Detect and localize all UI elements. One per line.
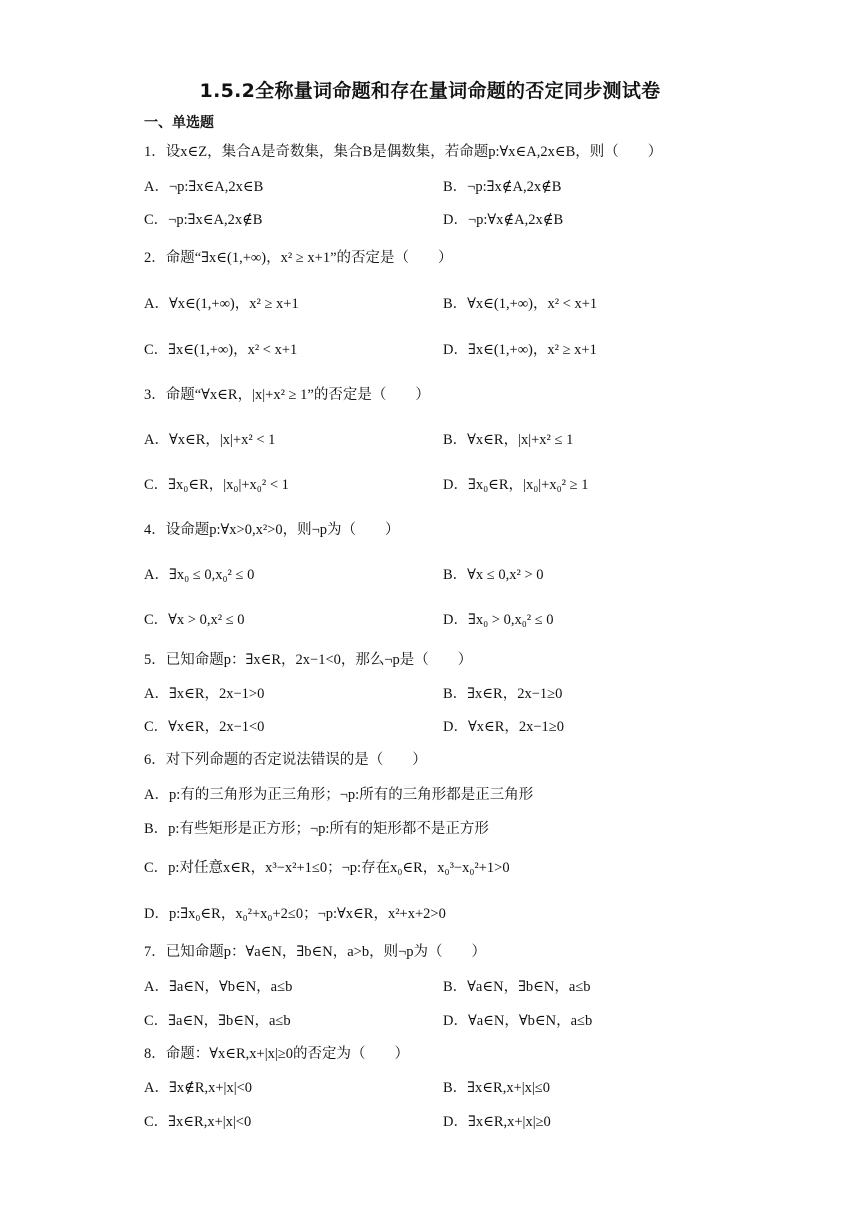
question-5-option-b: B．∃x∈R，2x−1≥0 (443, 686, 563, 702)
question-4-option-b: B．∀x ≤ 0,x² > 0 (443, 567, 544, 583)
question-8-option-a: A．∃x∉R,x+|x|<0 (144, 1080, 253, 1096)
question-1-option-a: A．¬p:∃x∈A,2x∈B (144, 179, 264, 195)
question-6-option-a: A．p:有的三角形为正三角形；¬p:所有的三角形都是正三角形 (144, 787, 534, 803)
question-3-stem: 3．命题“∀x∈R，|x|+x² ≥ 1”的否定是（ ） (144, 387, 430, 403)
question-2-option-c: C．∃x∈(1,+∞)，x² < x+1 (144, 342, 298, 358)
question-2-stem: 2．命题“∃x∈(1,+∞)，x² ≥ x+1”的否定是（ ） (144, 250, 453, 266)
question-1-stem: 1．设x∈Z，集合A是奇数集，集合B是偶数集，若命题p:∀x∈A,2x∈B，则（ ） (144, 144, 663, 160)
question-1-option-d: D．¬p:∀x∉A,2x∉B (443, 212, 564, 228)
question-2-option-d: D．∃x∈(1,+∞)，x² ≥ x+1 (443, 342, 597, 358)
question-3-option-b: B．∀x∈R，|x|+x² ≤ 1 (443, 432, 574, 448)
question-5-option-d: D．∀x∈R，2x−1≥0 (443, 719, 565, 735)
question-2-option-a: A．∀x∈(1,+∞)，x² ≥ x+1 (144, 296, 299, 312)
question-6-option-d: D．p:∃x₀∈R，x₀²+x₀+2≤0；¬p:∀x∈R，x²+x+2>0 (144, 906, 446, 922)
question-8-option-b: B．∃x∈R,x+|x|≤0 (443, 1080, 551, 1096)
question-5-option-c: C．∀x∈R，2x−1<0 (144, 719, 265, 735)
question-8-option-d: D．∃x∈R,x+|x|≥0 (443, 1114, 551, 1130)
question-8-stem: 8．命题：∀x∈R,x+|x|≥0的否定为（ ） (144, 1046, 409, 1062)
page-title: 1.5.2全称量词命题和存在量词命题的否定同步测试卷 (199, 80, 661, 102)
question-3-option-c: C．∃x₀∈R，|x₀|+x₀² < 1 (144, 477, 289, 493)
question-5-option-a: A．∃x∈R，2x−1>0 (144, 686, 265, 702)
question-6-option-c: C．p:对任意x∈R，x³−x²+1≤0；¬p:存在x₀∈R，x₀³−x₀²+1>0 (144, 860, 510, 876)
question-1-option-c: C．¬p:∃x∈A,2x∉B (144, 212, 263, 228)
question-7-stem: 7．已知命题p：∀a∈N，∃b∈N，a>b，则¬p为（ ） (144, 944, 487, 960)
question-1-option-b: B．¬p:∃x∉A,2x∉B (443, 179, 562, 195)
question-5-stem: 5．已知命题p：∃x∈R，2x−1<0，那么¬p是（ ） (144, 652, 473, 668)
question-7-option-c: C．∃a∈N，∃b∈N，a≤b (144, 1013, 291, 1029)
question-6-stem: 6．对下列命题的否定说法错误的是（ ） (144, 752, 427, 768)
question-4-option-c: C．∀x > 0,x² ≤ 0 (144, 612, 245, 628)
question-2-option-b: B．∀x∈(1,+∞)，x² < x+1 (443, 296, 598, 312)
question-4-option-d: D．∃x₀ > 0,x₀² ≤ 0 (443, 612, 554, 628)
question-7-option-b: B．∀a∈N，∃b∈N，a≤b (443, 979, 591, 995)
question-7-option-a: A．∃a∈N，∀b∈N，a≤b (144, 979, 293, 995)
question-3-option-d: D．∃x₀∈R，|x₀|+x₀² ≥ 1 (443, 477, 589, 493)
question-4-option-a: A．∃x₀ ≤ 0,x₀² ≤ 0 (144, 567, 255, 583)
question-4-stem: 4．设命题p:∀x>0,x²>0，则¬p为（ ） (144, 522, 400, 538)
question-7-option-d: D．∀a∈N，∀b∈N，a≤b (443, 1013, 593, 1029)
question-6-option-b: B．p:有些矩形是正方形；¬p:所有的矩形都不是正方形 (144, 821, 489, 837)
question-3-option-a: A．∀x∈R，|x|+x² < 1 (144, 432, 276, 448)
question-8-option-c: C．∃x∈R,x+|x|<0 (144, 1114, 252, 1130)
section-heading: 一、单选题 (144, 115, 214, 131)
